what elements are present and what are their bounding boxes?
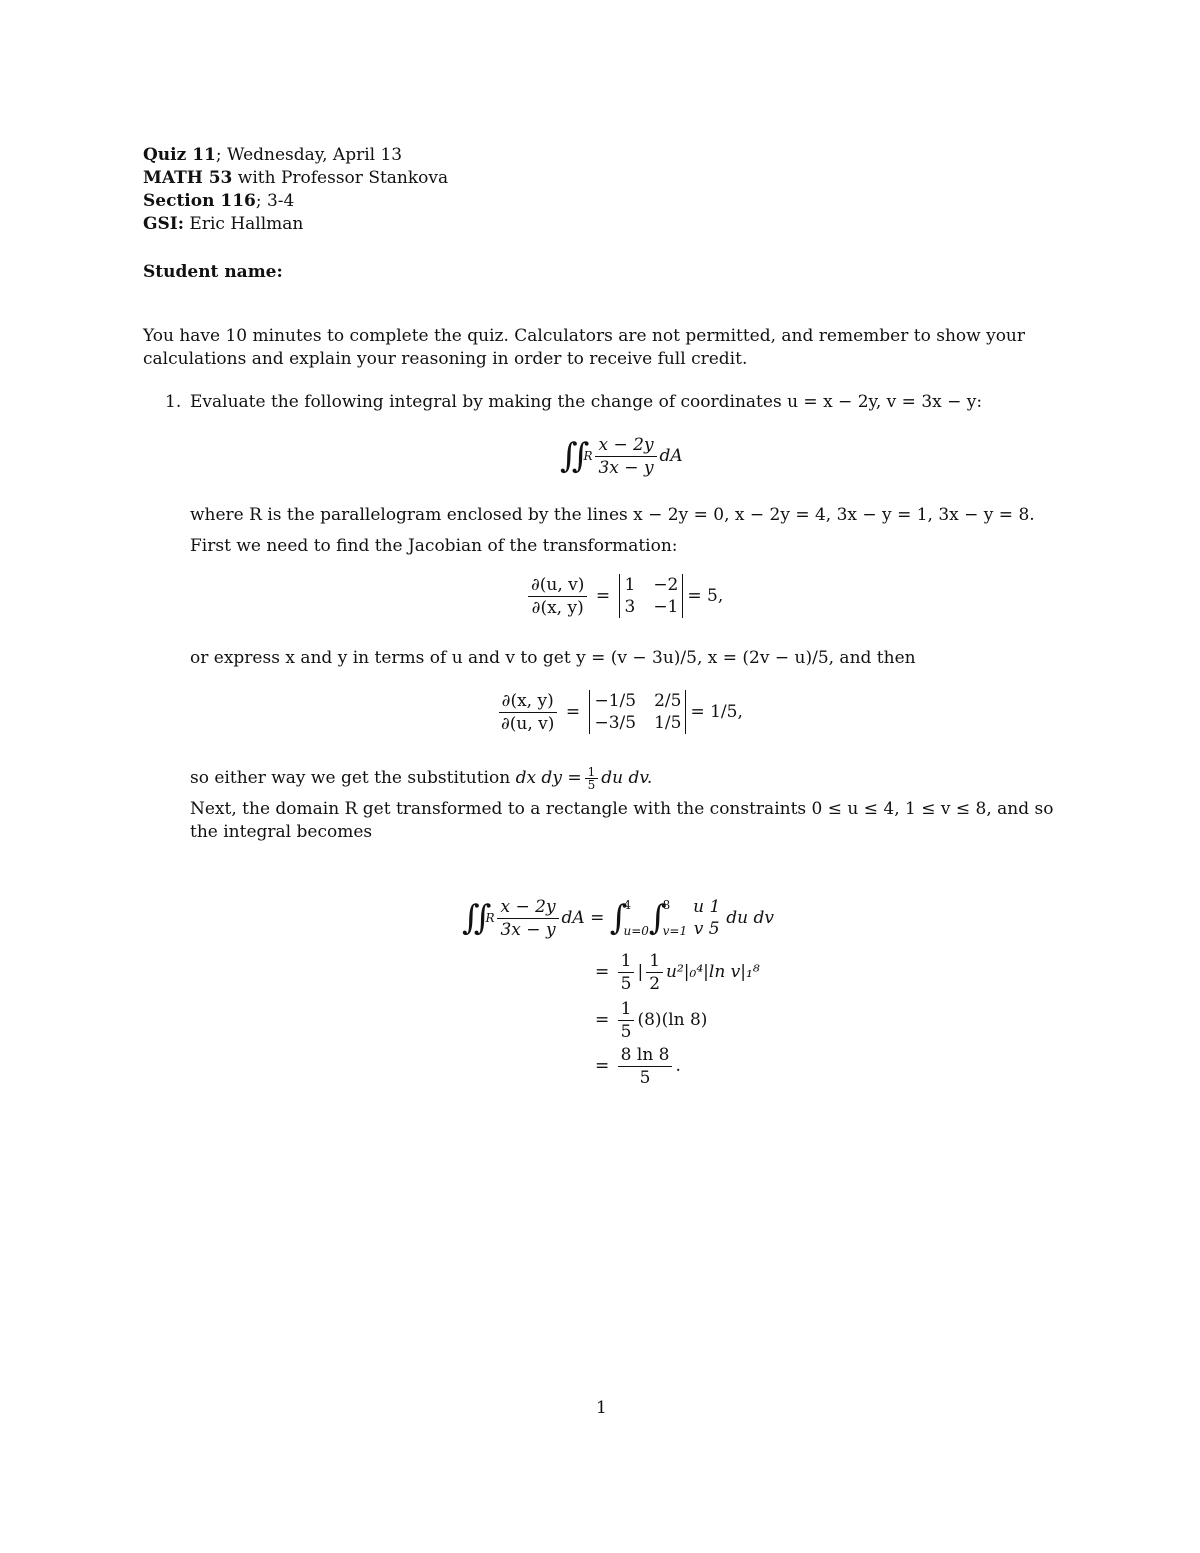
express-text: or express x and y in terms of u and v to get y = (v − 3u)/5, x = (2v − u)/5, and then [190,648,916,668]
integral-u: ∫ [609,898,622,938]
integral-dA: dA [659,446,683,466]
course-line [143,168,448,188]
problem-number: 1. [165,392,182,412]
substitution-line: so either way we get the substitution dx dy = $\frac{1}{5}$ du dv. [190,764,653,792]
final-step-4: = $\frac{8 \ln 8}{5}$ . [595,1044,681,1088]
integral-v: ∫ [648,898,661,938]
problem-integral [560,428,683,484]
integral-region: R [583,449,593,463]
instructions: You have 10 minutes to complete the quiz. Calculators are not permitted, and remember to show your calculations and explain your reasoning in order to receive full credit. [143,326,1025,369]
quiz-title [143,145,402,165]
final-integral-row: ∫∫ R $\frac{x - 2y}{3x - y}$ dA = ∫ 4 u=0 ∫ 8 v=1 u 1 v 5 du dv [462,896,775,940]
section-time: ; 3-4 [255,191,295,211]
gsi-line [143,214,303,234]
integrand-fraction: $\frac{x - 2y}{3x - y}$ [595,434,656,479]
final-step-3: = $\frac{1}{5}$ (8)(ln 8) [595,998,708,1042]
jacobian-determinant-2: −1/5 2/5 −3/5 1/5 [589,690,686,734]
quiz-date: ; Wednesday, April 13 [215,145,403,165]
jacobian-determinant-1: 1 −2 3 −1 [619,574,683,618]
student-name-label: Student name: [143,262,283,282]
jacobian-xy-uv: $\frac{\partial(x, y)}{\partial(u, v)}$ = −1/5 2/5 −3/5 1/5 = 1/5, [495,686,743,738]
page-number: 1 [596,1398,607,1418]
jacobian-uv-xy: $\frac{\partial(u, v)}{\partial(x, y)}$ = 1 −2 3 −1 = 5, [525,570,723,622]
course-professor: with Professor Stankova [232,168,449,188]
quiz-label: Quiz 11 [143,145,216,165]
section-label: Section 116 [143,191,256,211]
final-step-2: = $\frac{1}{5}$ | $\frac{1}{2}$ u²|₀⁴|ln v|₁⁸ [595,950,760,994]
section-line [143,191,294,211]
next-text: Next, the domain R get transformed to a rectangle with the constraints 0 ≤ u ≤ 4, 1 ≤ v ≤ 8, and so the integral becomes [190,799,1054,842]
gsi-label: GSI: [143,214,185,234]
gsi-name: Eric Hallman [184,214,304,234]
problem-prompt: Evaluate the following integral by making the change of coordinates u = x − 2y, v = 3x − y: [190,392,983,412]
course-label: MATH 53 [143,168,233,188]
jacobian-intro: First we need to find the Jacobian of the transformation: [190,536,678,556]
double-integral-sign: ∫∫ [560,436,584,476]
where-text: where R is the parallelogram enclosed by the lines x − 2y = 0, x − 2y = 4, 3x − y = 1, 3x − y = 8. [190,505,1035,525]
